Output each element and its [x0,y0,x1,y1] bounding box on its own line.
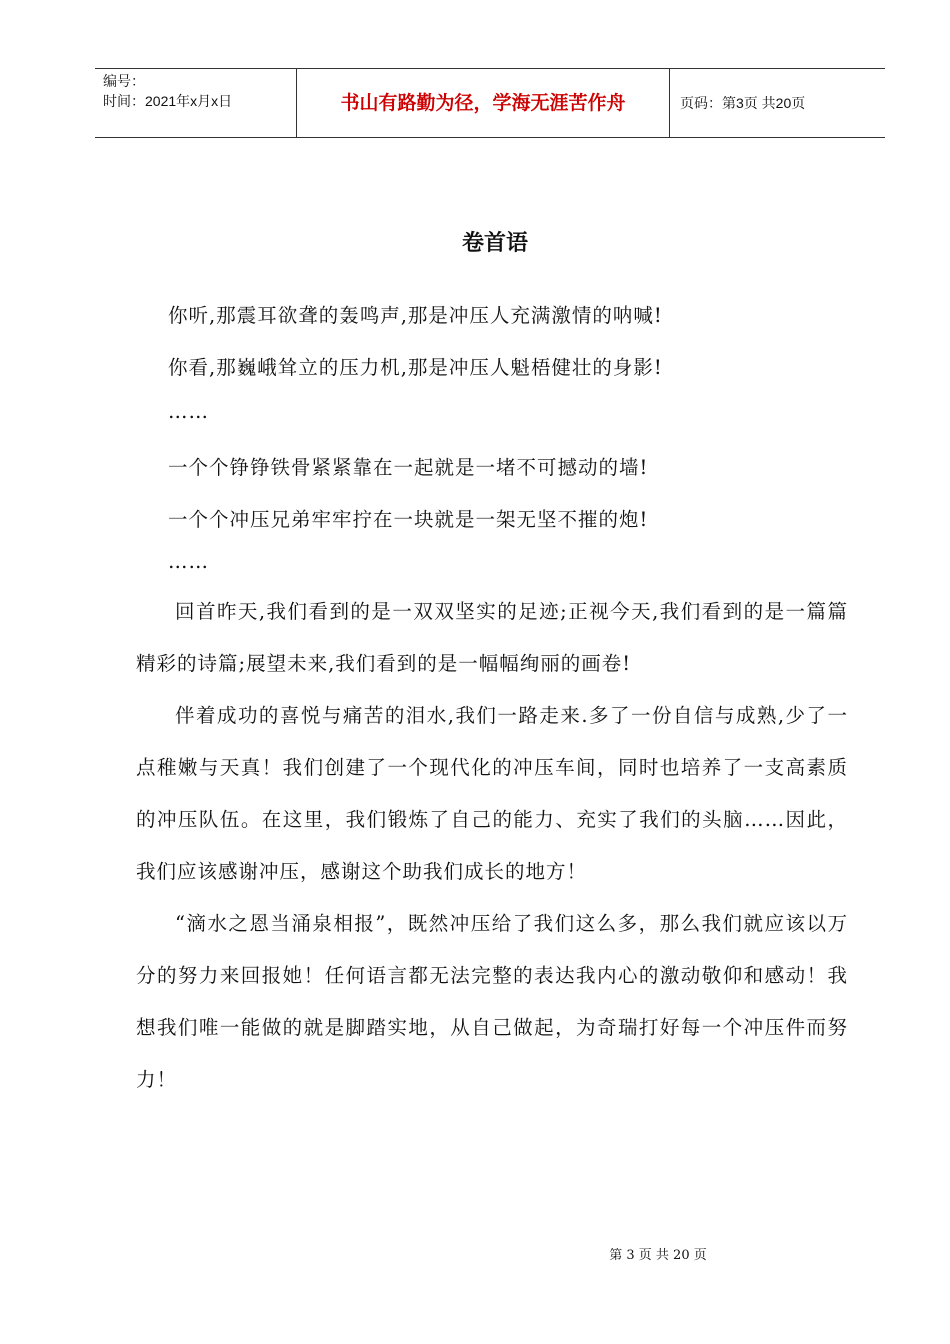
poem-line: 一个个铮铮铁骨紧紧靠在一起就是一堵不可撼动的墙! [168,456,649,479]
page-footer: 第 3 页 共 20 页 [609,1248,707,1263]
page-header [95,68,885,138]
page-title: 卷首语 [461,231,528,256]
number-label: 编号： [103,73,145,89]
poem-line: …… [168,400,209,423]
header-meta [95,69,297,137]
date-label: 时间：2021年x月x日 [103,93,233,109]
paragraph: 伴着成功的喜悦与痛苦的泪水,我们一路走来.多了一份自信与成熟,少了一点稚嫩与天真！我们创建了一个现代化的冲压车间，同时也培养了一支高素质的冲压队伍。在这里，我们锻炼了自己的能力、充实了我们的头脑……因此，我们应该感谢冲压，感谢这个助我们成长的地方！ [136,704,848,883]
header-page-info: 页码：第3页 共20页 [680,95,806,111]
poem-line: …… [168,550,209,573]
paragraph: “滴水之恩当涌泉相报”，既然冲压给了我们这么多，那么我们就应该以万分的努力来回报她！任何语言都无法完整的表达我内心的激动敬仰和感动！我想我们唯一能做的就是脚踏实地，从自己做起，为奇瑞打好每一个冲压件而努力！ [136,912,848,1091]
paragraph: 回首昨天,我们看到的是一双双坚实的足迹;正视今天,我们看到的是一篇篇精彩的诗篇;展望未来,我们看到的是一幅幅绚丽的画卷! [136,600,848,675]
poem-line: 一个个冲压兄弟牢牢拧在一块就是一架无坚不摧的炮! [168,508,649,531]
poem-line: 你看,那巍峨耸立的压力机,那是冲压人魁梧健壮的身影! [168,356,663,379]
header-motto: 书山有路勤为径，学海无涯苦作舟 [297,69,670,137]
poem-line: 你听,那震耳欲聋的轰鸣声,那是冲压人充满激情的呐喊! [168,304,663,327]
